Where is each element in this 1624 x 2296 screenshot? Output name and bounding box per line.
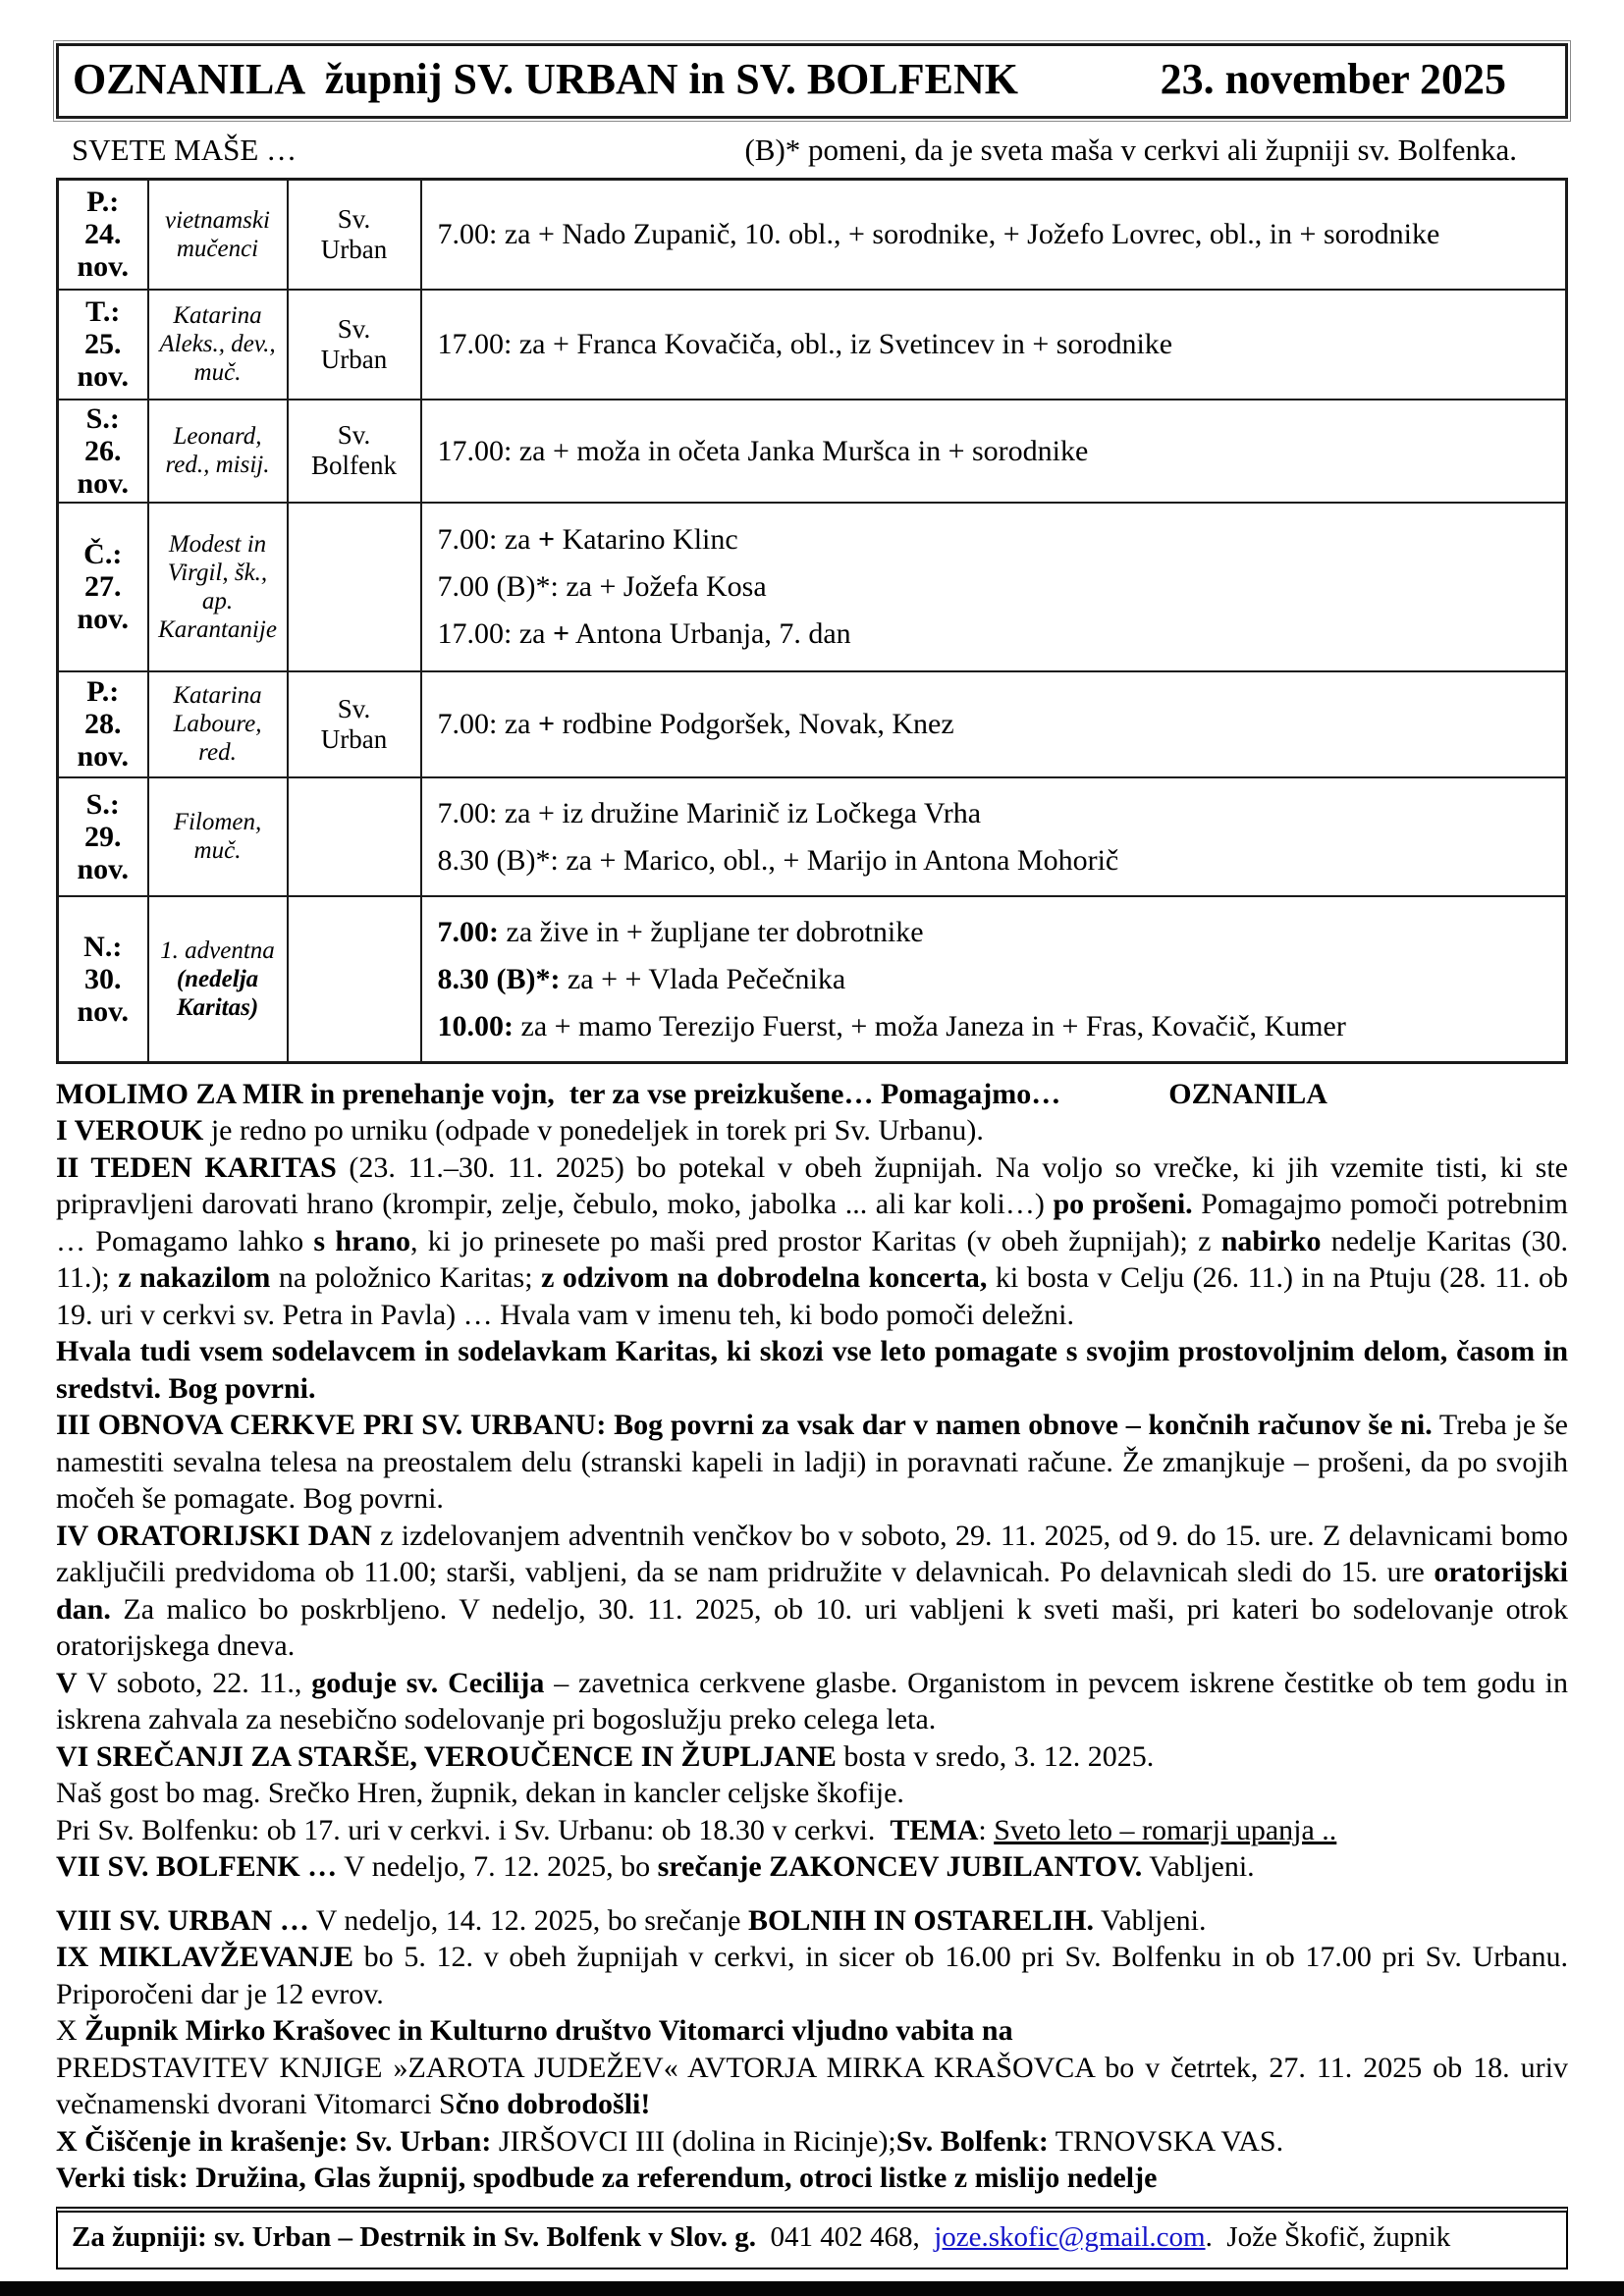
table-row (58, 503, 1567, 671)
mass-table (56, 178, 1568, 1064)
day-line: 26. (84, 434, 122, 467)
text-segment: V nedeljo, 14. 12. 2025, bo srečanje (308, 1903, 748, 1937)
title-box (56, 43, 1568, 119)
announcement-paragraph (56, 1848, 1568, 1886)
text-segment: Za malico bo poskrbljeno. V nedeljo, 30. 11. 2025, ob 10. uri vabljeni k sveti maši, pri kateri bo sodelovanje otrok oratorijskega dneva. (56, 1592, 1568, 1662)
text-segment: z odzivom na dobrodelna koncerta, (541, 1261, 988, 1294)
text-segment: Verki tisk: Družina, Glas župnij, spodbude za referendum, otroci listke z mislijo nedelje (56, 2162, 1158, 2194)
text-segment: srečanje ZAKONCEV JUBILANTOV. (657, 1850, 1143, 1883)
footer-line (72, 2221, 1552, 2254)
text-segment: oratorijski dan. (56, 1556, 1568, 1626)
church-cell (288, 896, 421, 1063)
text-segment: rodbine Podgoršek, Novak, Knez (555, 708, 954, 740)
text-segment: Za župniji: sv. Urban – Destrnik in Sv. Bolfenk v Slov. g. (72, 2220, 756, 2253)
text-segment: + (552, 617, 570, 650)
text-segment: : (978, 1813, 995, 1846)
text-segment: V nedeljo, 7. 12. 2025, bo (337, 1850, 658, 1883)
text-segment: goduje sv. Cecilija (311, 1666, 545, 1699)
day-cell (58, 777, 148, 896)
page-title: OZNANILA župnij SV. URBAN in SV. BOLFENK (73, 55, 1018, 103)
text-segment: + (537, 523, 556, 556)
church-cell (288, 400, 421, 503)
table-row (58, 290, 1567, 400)
intentions-cell (421, 503, 1567, 671)
text-segment: Modest in Virgil, šk., ap. Karantanije (158, 530, 277, 643)
text-segment: 10.00: (437, 1009, 514, 1042)
intentions-cell (421, 777, 1567, 896)
church-line: Bolfenk (311, 451, 397, 480)
day-line: P.: (86, 186, 120, 219)
day-cell (58, 180, 148, 290)
text-segment: Leonard, red., misij. (165, 423, 270, 478)
table-row (58, 180, 1567, 290)
text-segment: za žive in + župljane ter dobrotnike (499, 915, 924, 948)
text-segment: – zavetnica cerkvene glasbe. Organistom in pevcem iskrene čestitke ob tem godu in iskrena zahvala za nesebično sodelovanje pri bogoslužju preko celega leta. (56, 1666, 1568, 1735)
text-segment: MOLIMO ZA MIR in prenehanje vojn, ter za vse preizkušene… Pomagajmo… (56, 1077, 1061, 1110)
day-cell (58, 290, 148, 400)
text-segment: IV ORATORIJSKI DAN (56, 1519, 372, 1552)
text-segment: 17.00: za + Franca Kovačiča, obl., iz Svetincev in + sorodnike (437, 328, 1173, 360)
text-segment: OZNANILA (1168, 1077, 1327, 1110)
mass-intention (438, 568, 1556, 605)
text-segment: bo 5. 12. v obeh župnijah v cerkvi, in sicer ob 16.00 pri Sv. Bolfenku in ob 17.00 pri Sv. Urbanu. Priporočeni dar je 12 evrov. (56, 1941, 1568, 2010)
text-segment: 7.00: za + Nado Zupanič, 10. obl., + sorodnike, + Jožefo Lovrec, obl., in + sorodnike (437, 218, 1440, 251)
church-cell (288, 777, 421, 896)
day-line: 29. (84, 820, 122, 853)
church-cell (288, 180, 421, 290)
text-segment: 17.00: za (437, 617, 553, 650)
mass-intention (438, 615, 1556, 652)
text-segment: Pri Sv. Bolfenku: ob 17. uri v cerkvi. i Sv. Urbanu: ob 18.30 v cerkvi. (56, 1813, 891, 1846)
scan-edge-bar (0, 2281, 1624, 2296)
text-segment: čno dobrodošli! (455, 2088, 651, 2120)
day-line: 30. (84, 962, 122, 995)
text-segment: 7.00: za (437, 708, 538, 740)
table-row (58, 896, 1567, 1063)
text-segment: 041 402 468, (755, 2220, 935, 2253)
day-cell (58, 671, 148, 777)
text-segment: I VEROUK (56, 1114, 204, 1147)
announcements (56, 1076, 1568, 2197)
announcement-paragraph (56, 1518, 1568, 1665)
text-segment: , ki jo prinesete po maši pred prostor Karitas (v obeh župnijah); z (410, 1224, 1221, 1257)
text-segment: Sveto leto – romarji upanja .. (994, 1813, 1337, 1846)
day-line: nov. (77, 852, 130, 885)
email-link[interactable]: joze.skofic@gmail.com (934, 2220, 1206, 2253)
table-row (58, 777, 1567, 896)
text-segment: X Čiščenje in krašenje: Sv. Urban: (56, 2124, 492, 2158)
text-segment: z izdelovanjem adventnih venčkov bo v soboto, 29. 11. 2025, od 9. do 15. ure. Z delavnicami bomo zaključili predvidoma ob 11.00; starši, vabljeni, da se nam pridružite v delavnicah. Po delavnicah sledi do 15. ure (56, 1519, 1568, 1588)
mass-intention (438, 521, 1556, 558)
text-segment: Vabljeni. (1142, 1850, 1255, 1883)
mass-intention (438, 216, 1556, 252)
mass-table-body (58, 180, 1567, 1063)
text-segment: IX MIKLAVŽEVANJE (56, 1941, 353, 1973)
mass-intention (438, 326, 1556, 362)
text-segment: Filomen, muč. (173, 809, 262, 864)
text-segment: nedelje Karitas (30. 11.); (56, 1224, 1568, 1294)
text-segment: TRNOVSKA VAS. (1048, 2124, 1284, 2158)
announcement-paragraph (56, 1902, 1568, 1940)
text-segment: PREDSTAVITEV KNJIGE »ZAROTA JUDEŽEV« AVTORJA MIRKA KRAŠOVCA bo v četrtek, 27. 11. 2025 ob 18. uriv večnamenski dvorani Vitomarci S (56, 2051, 1568, 2120)
saint-cell (148, 896, 288, 1063)
announcement-paragraph (56, 1775, 1568, 1812)
announcement-paragraph (56, 1738, 1568, 1776)
intentions-cell (421, 896, 1567, 1063)
mass-intention (438, 961, 1556, 997)
text-segment: . Jože Škofič, župnik (1205, 2220, 1451, 2253)
saint-cell (148, 777, 288, 896)
text-segment: Pomagajmo pomoči potrebnim … Pomagamo lahko (56, 1188, 1568, 1257)
day-line: nov. (77, 466, 130, 500)
mass-intention (438, 914, 1556, 950)
saint-cell (148, 671, 288, 777)
church-cell (288, 671, 421, 777)
day-line: nov. (77, 740, 130, 773)
day-line: Č.: (83, 538, 123, 570)
intentions-cell (421, 180, 1567, 290)
text-segment: JIRŠOVCI III (dolina in Ricinje); (491, 2124, 896, 2158)
intentions-cell (421, 671, 1567, 777)
day-line: S.: (85, 401, 120, 435)
day-line: 28. (84, 708, 122, 740)
text-segment: je redno po urniku (odpade v ponedeljek in torek pri Sv. Urbanu). (203, 1114, 984, 1147)
text-segment: VI SREČANJI ZA STARŠE, VEROUČENCE IN ŽUPLJANE (56, 1739, 837, 1773)
text-segment: Vabljeni. (1094, 1903, 1207, 1937)
saint-cell (148, 290, 288, 400)
mass-intention (438, 1008, 1556, 1044)
mass-intention (438, 842, 1556, 879)
day-line: nov. (77, 994, 130, 1028)
text-segment: Sv. Bolfenk: (895, 2124, 1049, 2158)
day-line: 27. (84, 570, 122, 603)
announcement-paragraph (56, 2012, 1568, 2050)
text-segment: 1. adventna (160, 936, 275, 964)
church-line: Urban (320, 723, 388, 754)
text-segment: 8.30 (B)*: za + Marico, obl., + Marijo in Antona Mohorič (437, 843, 1119, 877)
text-segment: Treba je še namestiti sevalna telesa na preostalem delu (stranski kapeli in ladji) in poravnati račune. Že zmanjkuje – prošeni, da po svojih močeh še pomagate. Bog povrni. (56, 1409, 1568, 1515)
announcement-paragraph (56, 1112, 1568, 1149)
text-segment: BOLNIH IN OSTARELIH. (748, 1903, 1095, 1937)
footer (56, 2207, 1568, 2269)
announcement-paragraph (56, 1665, 1568, 1738)
text-segment: Hvala tudi vsem sodelavcem in sodelavkam Karitas, ki skozi vse leto pomagate s svojim prostovoljnim delom, časom in sredstvi. Bog povrni. (56, 1335, 1568, 1405)
announcement-paragraph (56, 1149, 1568, 1334)
mass-intention (438, 433, 1556, 469)
intentions-cell (421, 290, 1567, 400)
text-segment: za + + Vlada Pečečnika (560, 962, 846, 995)
text-segment: Župnik Mirko Krašovec in Kulturno društvo Vitomarci vljudno vabita na (84, 2014, 1013, 2047)
mass-intention (438, 795, 1556, 831)
text-segment: za + mamo Terezijo Fuerst, + moža Janeza in + Fras, Kovačič, Kumer (514, 1009, 1346, 1042)
church-line: Sv. (337, 203, 371, 234)
text-segment: nabirko (1220, 1224, 1322, 1257)
day-line: T.: (85, 295, 121, 328)
mass-intention (438, 706, 1556, 742)
text-segment: X (56, 2014, 85, 2047)
text-segment: Katarina Laboure, red. (173, 682, 262, 766)
text-segment: III OBNOVA CERKVE PRI SV. URBANU: Bog povrni za vsak dar v namen obnove – končnih računov še ni. (56, 1409, 1433, 1441)
text-segment: + (537, 708, 556, 740)
announcement-paragraph (56, 1407, 1568, 1518)
text-segment: V soboto, 22. 11., (77, 1666, 312, 1699)
text-segment: z nakazilom (118, 1261, 271, 1294)
masses-note: (B)* pomeni, da je sveta maša v cerkvi ali župniji sv. Bolfenka. (744, 133, 1517, 167)
announcement-paragraph (56, 2160, 1568, 2197)
church-line: Sv. (337, 313, 371, 344)
text-segment: Katarino Klinc (555, 523, 738, 556)
text-segment: (23. 11.–30. 11. 2025) bo potekal v obeh župnijah. Na voljo so vrečke, ki jih vzemite tisti, ki ste pripravljeni darovati hrano (krompir, zelje, čebulo, moko, jabolka ... ali kar koli…) (56, 1150, 1568, 1220)
saint-cell (148, 503, 288, 671)
saint-cell (148, 400, 288, 503)
day-line: 24. (84, 218, 122, 251)
day-line: N.: (83, 930, 123, 963)
church-line: Sv. (337, 420, 371, 450)
text-segment: VII SV. BOLFENK … (56, 1850, 338, 1883)
text-segment: vietnamski mučenci (165, 206, 270, 262)
announcement-paragraph (56, 1812, 1568, 1849)
church-cell (288, 290, 421, 400)
text-segment: bosta v sredo, 3. 12. 2025. (836, 1739, 1155, 1773)
church-line: Urban (320, 344, 388, 374)
text-segment: ki bosta v Celju (26. 11.) in na Ptuju (28. 11. ob 19. uri v cerkvi sv. Petra in Pavla) … Hvala vam v imenu teh, ki bodo pomoči deležni. (56, 1261, 1568, 1331)
text-segment: V (56, 1666, 78, 1699)
text-segment: po prošeni. (1053, 1188, 1193, 1220)
church-line: Sv. (337, 693, 371, 723)
day-line: 25. (84, 328, 122, 360)
announcement-paragraph (56, 1939, 1568, 2012)
day-line: nov. (77, 603, 130, 635)
text-segment: Naš gost bo mag. Srečko Hren, župnik, dekan in kancler celjske škofije. (56, 1777, 904, 1809)
text-segment: 17.00: za + moža in očeta Janka Muršca in + sorodnike (437, 434, 1089, 467)
text-segment: II TEDEN KARITAS (56, 1150, 337, 1184)
day-cell (58, 503, 148, 671)
text-segment: na položnico Karitas; (270, 1261, 542, 1294)
page-date: 23. november 2025 (1160, 55, 1506, 103)
day-line: nov. (77, 250, 130, 284)
table-row (58, 400, 1567, 503)
text-segment: 8.30 (B)*: (437, 962, 561, 995)
text-segment: VIII SV. URBAN … (56, 1903, 309, 1937)
announcement-paragraph (56, 2123, 1568, 2161)
saint-cell (148, 180, 288, 290)
announcement-paragraph (56, 2050, 1568, 2123)
announcement-paragraph (56, 1076, 1568, 1113)
text-segment: (nedelja Karitas) (176, 965, 259, 1021)
text-segment: 7.00: za (437, 523, 538, 556)
text-segment: Katarina Aleks., dev., muč. (159, 302, 276, 386)
day-cell (58, 400, 148, 503)
table-row (58, 671, 1567, 777)
text-segment: TEMA (890, 1813, 979, 1846)
announcement-paragraph (56, 1333, 1568, 1407)
text-segment: 7.00: (437, 915, 499, 948)
church-line: Urban (320, 234, 388, 264)
masses-label: SVETE MAŠE … (72, 133, 298, 167)
text-segment: Antona Urbanja, 7. dan (569, 617, 851, 650)
day-line: P.: (86, 675, 120, 708)
day-line: S.: (85, 787, 120, 821)
day-cell (58, 896, 148, 1063)
text-segment: 7.00: za + iz družine Marinič iz Ločkega Vrha (437, 796, 982, 829)
text-segment: s hrano (313, 1224, 411, 1257)
church-cell (288, 503, 421, 671)
day-line: nov. (77, 360, 130, 393)
text-segment: 7.00 (B)*: za + Jožefa Kosa (437, 570, 767, 603)
subheader (72, 133, 1517, 168)
intentions-cell (421, 400, 1567, 503)
